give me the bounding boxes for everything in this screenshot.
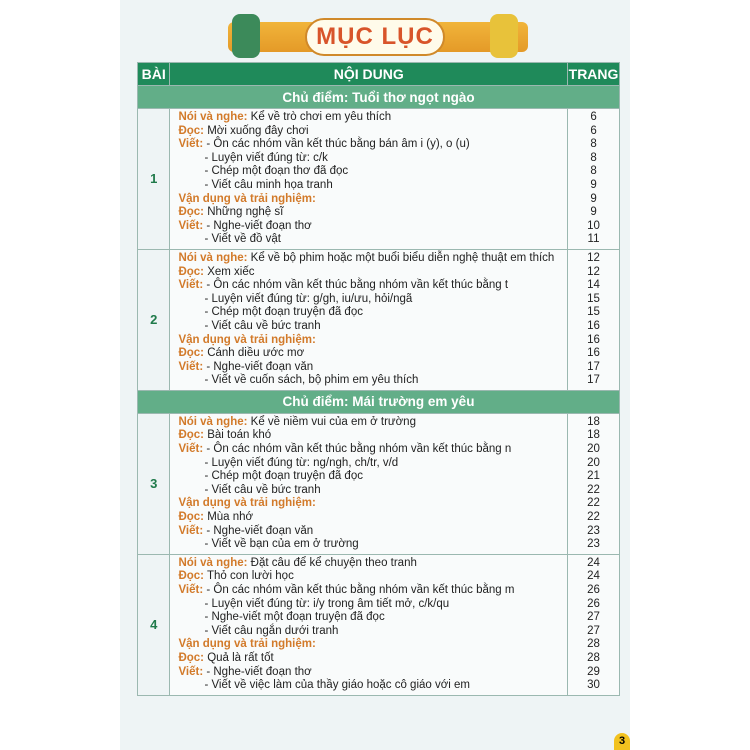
content-line: [178, 625, 559, 639]
content-line: [178, 598, 559, 612]
page-ref: 29: [587, 665, 600, 678]
section-label: Nói và nghe:: [178, 111, 248, 123]
content-line: [178, 538, 559, 552]
lesson-content: [170, 249, 568, 390]
content-line: [178, 206, 559, 220]
section-label: Viết:: [178, 584, 204, 596]
content-line: [178, 320, 559, 334]
section-label: Nói và nghe:: [178, 251, 248, 264]
line-text: - Viết câu về bức tranh: [204, 319, 321, 332]
line-text: - Viết về bạn của em ở trường: [204, 538, 359, 551]
section-label: Đọc:: [178, 347, 204, 360]
page-ref: 16: [587, 347, 600, 360]
line-text: Kể về trò chơi em yêu thích: [247, 111, 392, 123]
content-line: [178, 666, 559, 680]
line-text: - Luyện viết đúng từ: ng/ngh, ch/tr, v/d: [204, 456, 399, 469]
page-ref: 30: [587, 679, 600, 692]
section-label: Nói và nghe:: [178, 415, 248, 428]
section-label: Vận dụng và trải nghiệm:: [178, 638, 316, 651]
page-ref: 10: [587, 219, 600, 232]
section-label: Nói và nghe:: [178, 556, 248, 569]
content-line: [178, 125, 559, 139]
page-ref: 23: [587, 524, 600, 537]
section-label: Đọc:: [178, 124, 204, 137]
content-line: [178, 497, 559, 511]
content-line: [178, 279, 559, 293]
section-label: Vận dụng và trải nghiệm:: [178, 192, 316, 205]
section-label: Viết:: [178, 360, 204, 373]
content-line: [178, 334, 559, 348]
line-text: Mùa nhớ: [204, 511, 254, 524]
page-ref: 26: [587, 584, 600, 596]
content-line: [178, 266, 559, 280]
content-line: [178, 457, 559, 471]
content-line: [178, 193, 559, 207]
line-text: Kể về bộ phim hoặc một buổi biểu diễn nghệ thuật em thích: [247, 251, 555, 264]
content-line: [178, 652, 559, 666]
line-text: Quả là rất tốt: [204, 651, 274, 664]
content-line: [178, 293, 559, 307]
section-label: Đọc:: [178, 570, 204, 583]
page-ref: 16: [587, 319, 600, 332]
line-text: Kể về niềm vui của em ở trường: [247, 415, 416, 428]
theme-heading: Chủ điểm: Mái trường em yêu: [138, 390, 620, 413]
section-label: Viết:: [178, 279, 204, 292]
content-line: [178, 111, 559, 125]
lesson-row: [138, 413, 620, 554]
line-text: Đặt câu để kể chuyện theo tranh: [247, 556, 417, 569]
content-line: [178, 584, 559, 598]
page-title: MỤC LỤC: [305, 18, 445, 56]
lesson-content: [170, 554, 568, 695]
lesson-pages: [568, 554, 620, 695]
theme-row: [138, 390, 620, 413]
page-ref: 22: [587, 483, 600, 496]
content-line: [178, 252, 559, 266]
section-label: Viết:: [178, 524, 204, 537]
page-ref: 28: [587, 638, 600, 651]
section-label: Viết:: [178, 219, 204, 232]
line-text: - Nghe-viết đoạn văn: [203, 524, 314, 537]
line-text: - Chép một đoạn truyện đã đọc: [204, 470, 363, 483]
content-line: [178, 347, 559, 361]
content-line: [178, 484, 559, 498]
lesson-row: [138, 109, 620, 250]
section-label: Đọc:: [178, 265, 204, 278]
page-ref: 8: [590, 165, 597, 178]
page-ref: 26: [587, 597, 600, 610]
pencil-character-illustration: [232, 14, 260, 58]
page-ref: 12: [587, 265, 600, 278]
page-ref: 28: [587, 651, 600, 664]
pencil-character-illustration: [490, 14, 518, 58]
line-text: - Viết câu ngắn dưới tranh: [204, 624, 339, 637]
header-content: NỘI DUNG: [170, 63, 568, 86]
page-ref: 18: [587, 415, 600, 428]
line-text: - Chép một đoạn thơ đã đọc: [204, 165, 349, 178]
content-line: [178, 361, 559, 375]
content-line: [178, 220, 559, 234]
line-text: Cánh diều ước mơ: [204, 347, 305, 360]
content-line: [178, 443, 559, 457]
line-text: - Nghe-viết đoạn văn: [203, 360, 314, 373]
theme-heading: Chủ điểm: Tuổi thơ ngọt ngào: [138, 86, 620, 109]
page-ref: 15: [587, 306, 600, 319]
section-label: Viết:: [178, 665, 204, 678]
section-label: Đọc:: [178, 651, 204, 664]
page-number: 3: [614, 733, 630, 750]
page-ref: 11: [587, 233, 600, 246]
lesson-number: 1: [138, 109, 170, 250]
content-line: [178, 138, 559, 152]
line-text: - Ôn các nhóm vần kết thúc bằng bán âm i (y), o (u): [203, 138, 470, 151]
line-text: - Chép một đoạn truyện đã đọc: [204, 306, 363, 319]
section-label: Viết:: [178, 443, 204, 456]
page-ref: 12: [587, 251, 600, 264]
content-line: [178, 429, 559, 443]
page-ref: 9: [590, 192, 597, 205]
line-text: - Ôn các nhóm vần kết thúc bằng nhóm vần kết thúc bằng m: [203, 584, 515, 596]
page-ref: 8: [590, 138, 597, 151]
line-text: Những nghệ sĩ: [204, 206, 284, 219]
line-text: - Luyện viết đúng từ: g/gh, iu/ưu, hỏi/ngã: [204, 292, 413, 305]
section-label: Đọc:: [178, 429, 204, 442]
content-line: [178, 306, 559, 320]
page-ref: 18: [587, 429, 600, 442]
section-label: Viết:: [178, 138, 204, 151]
content-line: [178, 570, 559, 584]
page-ref: 20: [587, 443, 600, 456]
page-ref: 15: [587, 292, 600, 305]
page-ref: 21: [587, 470, 600, 483]
page-ref: 22: [587, 511, 600, 524]
line-text: - Nghe-viết đoạn thơ: [203, 665, 312, 678]
section-label: Đọc:: [178, 511, 204, 524]
header-lesson: BÀI: [138, 63, 170, 86]
page-ref: 14: [587, 279, 600, 292]
line-text: Xem xiếc: [204, 265, 255, 278]
lesson-pages: [568, 109, 620, 250]
page-ref: 8: [590, 151, 597, 164]
page-ref: 6: [590, 124, 597, 137]
line-text: - Ôn các nhóm vần kết thúc bằng nhóm vần kết thúc bằng n: [203, 443, 512, 456]
content-line: [178, 374, 559, 388]
content-line: [178, 557, 559, 571]
content-line: [178, 416, 559, 430]
section-label: Vận dụng và trải nghiệm:: [178, 497, 316, 510]
line-text: - Nghe-viết một đoạn truyện đã đọc: [204, 611, 385, 624]
page-ref: 24: [587, 570, 600, 583]
page-ref: 9: [590, 178, 597, 191]
lesson-pages: [568, 413, 620, 554]
content-line: [178, 233, 559, 247]
lesson-row: [138, 554, 620, 695]
line-text: - Luyện viết đúng từ: c/k: [204, 151, 328, 164]
lesson-number: 4: [138, 554, 170, 695]
content-line: [178, 638, 559, 652]
page-ref: 22: [587, 497, 600, 510]
content-line: [178, 165, 559, 179]
line-text: Bài toán khó: [204, 429, 272, 442]
header-page: TRANG: [568, 63, 620, 86]
page-ref: 20: [587, 456, 600, 469]
line-text: Thỏ con lười học: [204, 570, 294, 583]
line-text: Mời xuống đây chơi: [204, 124, 309, 137]
line-text: - Viết về cuốn sách, bộ phim em yêu thích: [204, 374, 419, 387]
content-line: [178, 679, 559, 693]
table-of-contents: [137, 62, 620, 696]
page-ref: 27: [587, 624, 600, 637]
line-text: - Viết về việc làm của thầy giáo hoặc cô giáo với em: [204, 679, 471, 692]
lesson-row: [138, 249, 620, 390]
lesson-content: [170, 109, 568, 250]
page-ref: 6: [590, 111, 597, 123]
line-text: - Ôn các nhóm vần kết thúc bằng nhóm vần kết thúc bằng t: [203, 279, 509, 292]
lesson-content: [170, 413, 568, 554]
content-line: [178, 511, 559, 525]
line-text: - Viết về đồ vật: [204, 233, 281, 246]
line-text: - Viết câu minh họa tranh: [204, 178, 333, 191]
lesson-number: 3: [138, 413, 170, 554]
line-text: - Luyện viết đúng từ: i/y trong âm tiết mở, c/k/qu: [204, 597, 450, 610]
theme-row: [138, 86, 620, 109]
content-line: [178, 152, 559, 166]
page-ref: 17: [587, 360, 600, 373]
page-ref: 9: [590, 206, 597, 219]
lesson-number: 2: [138, 249, 170, 390]
content-line: [178, 179, 559, 193]
page-ref: 16: [587, 333, 600, 346]
line-text: - Nghe-viết đoạn thơ: [203, 219, 312, 232]
content-line: [178, 470, 559, 484]
page-ref: 23: [587, 538, 600, 551]
section-label: Đọc:: [178, 206, 204, 219]
page-ref: 24: [587, 556, 600, 569]
page-ref: 27: [587, 611, 600, 624]
section-label: Vận dụng và trải nghiệm:: [178, 333, 316, 346]
page-ref: 17: [587, 374, 600, 387]
lesson-pages: [568, 249, 620, 390]
content-line: [178, 611, 559, 625]
content-line: [178, 525, 559, 539]
line-text: - Viết câu về bức tranh: [204, 483, 321, 496]
